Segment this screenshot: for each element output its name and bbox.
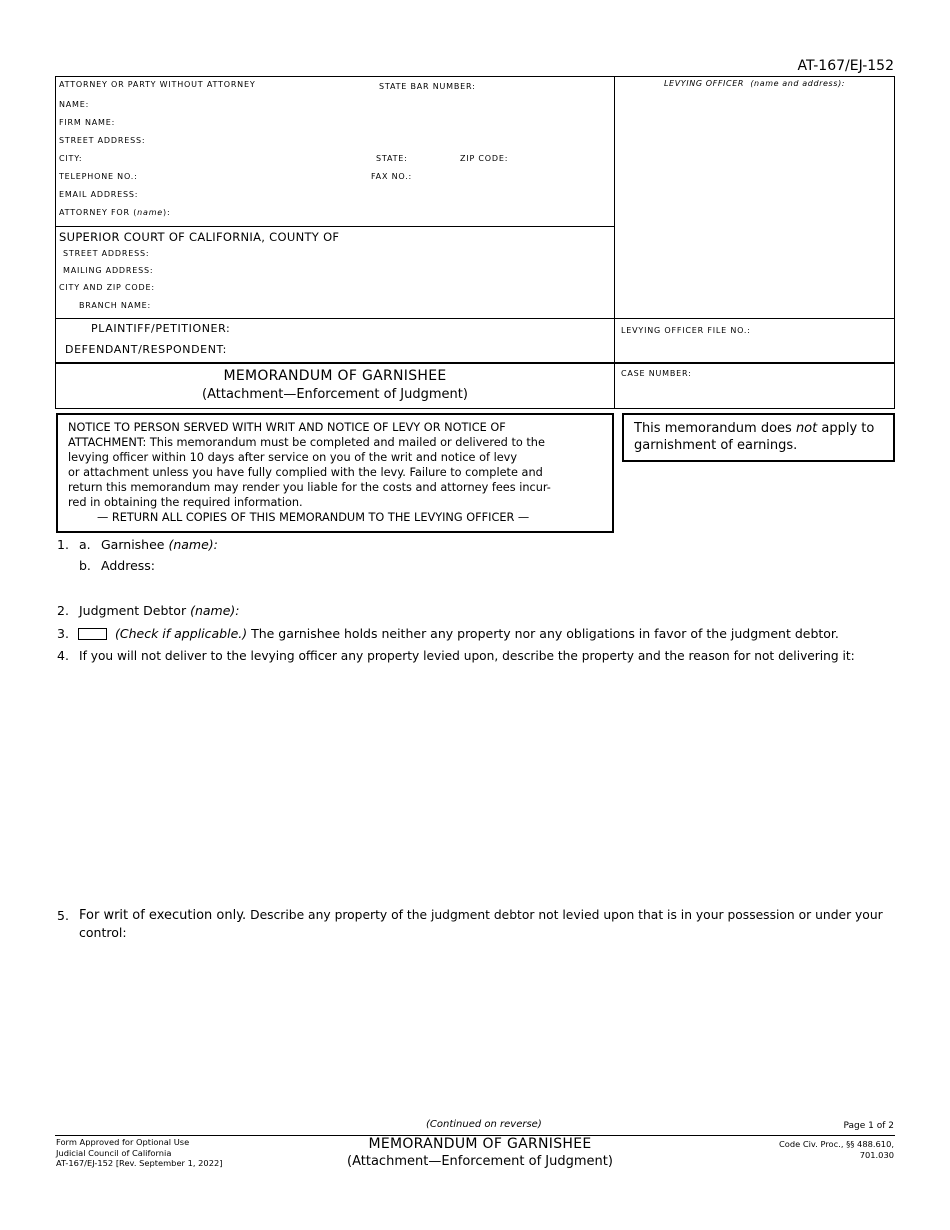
code-citation: Code Civ. Proc., §§ 488.610, 701.030 (778, 1139, 894, 1160)
item-1b-letter: b. (79, 558, 91, 573)
notice-return-line: — RETURN ALL COPIES OF THIS MEMORANDUM TO THE LEVYING OFFICER — (97, 511, 530, 524)
item-5-text: For writ of execution only. Describe any property of the judgment debtor not levied upon that is in your possession or under your (79, 908, 883, 923)
attorney-label: ATTORNEY OR PARTY WITHOUT ATTORNEY (59, 80, 256, 89)
item-2-number: 2. (57, 603, 69, 618)
telephone-label: TELEPHONE NO.: (59, 172, 138, 181)
caption-box (55, 76, 895, 363)
city-label: CITY: (59, 154, 83, 163)
item-3-number: 3. (57, 626, 69, 641)
form-approval: Form Approved for Optional Use Judicial Council of California AT-167/EJ-152 [Rev. September 1, 2022] (56, 1137, 223, 1168)
court-parties-divider (55, 318, 895, 319)
notice-line: or attachment unless you have fully complied with the levy. Failure to complete and (68, 466, 543, 479)
judgment-debtor-label: Judgment Debtor (name): (79, 603, 240, 618)
state-label: STATE: (376, 154, 408, 163)
attorney-court-divider (55, 226, 615, 227)
garnishee-name-label: Garnishee (name): (101, 537, 218, 552)
notice-text (68, 420, 608, 525)
attorney-name-label: NAME: (59, 100, 90, 109)
zip-code-label: ZIP CODE: (460, 154, 509, 163)
court-title: SUPERIOR COURT OF CALIFORNIA, COUNTY OF (59, 230, 340, 244)
notice-line: NOTICE TO PERSON SERVED WITH WRIT AND NOTICE OF LEVY OR NOTICE OF (68, 421, 506, 434)
firm-name-label: FIRM NAME: (59, 118, 116, 127)
fax-label: FAX NO.: (371, 172, 412, 181)
form-subtitle: (Attachment—Enforcement of Judgment) (202, 387, 468, 402)
garnishee-address-label: Address: (101, 558, 155, 573)
defendant-label: DEFENDANT/RESPONDENT: (65, 343, 227, 356)
case-number-label: CASE NUMBER: (621, 369, 692, 378)
no-property-checkbox[interactable] (78, 628, 107, 640)
item-1a-letter: a. (79, 537, 91, 552)
notice-line: return this memorandum may render you liable for the costs and attorney fees incur- (68, 481, 551, 494)
item-3-text: (Check if applicable.) The garnishee holds neither any property nor any obligations in favor of the judgment debtor. (115, 626, 839, 641)
court-branch-label: BRANCH NAME: (79, 301, 152, 310)
court-mailing-label: MAILING ADDRESS: (63, 266, 154, 275)
item-4-text: If you will not deliver to the levying officer any property levied upon, describe the property and the reason for not delivering it: (79, 649, 855, 663)
levying-officer-label: LEVYING OFFICER (name and address): (664, 79, 846, 88)
notice-line: ATTACHMENT: This memorandum must be completed and mailed or delivered to the (68, 436, 545, 449)
state-bar-label: STATE BAR NUMBER: (379, 82, 476, 91)
continued-on-reverse: (Continued on reverse) (426, 1119, 542, 1130)
item-5-text-line2: control: (79, 925, 127, 940)
email-label: EMAIL ADDRESS: (59, 190, 139, 199)
court-street-label: STREET ADDRESS: (63, 249, 150, 258)
page-number: Page 1 of 2 (843, 1121, 894, 1131)
item-1-number: 1. (57, 537, 69, 552)
notice-line: red in obtaining the required information. (68, 496, 303, 509)
footer-title: MEMORANDUM OF GARNISHEE (368, 1136, 592, 1152)
item-5-response-area[interactable] (79, 944, 894, 1104)
levying-officer-file-label: LEVYING OFFICER FILE NO.: (621, 326, 751, 335)
form-title: MEMORANDUM OF GARNISHEE (223, 368, 447, 384)
form-number: AT-167/EJ-152 (797, 58, 894, 74)
plaintiff-label: PLAINTIFF/PETITIONER: (91, 322, 231, 335)
court-city-zip-label: CITY AND ZIP CODE: (59, 283, 155, 292)
earnings-note: This memorandum does not apply to garnishment of earnings. (634, 421, 875, 453)
street-address-label: STREET ADDRESS: (59, 136, 146, 145)
item-4-response-area[interactable] (79, 668, 894, 898)
footer-subtitle: (Attachment—Enforcement of Judgment) (347, 1154, 613, 1169)
attorney-for-label: ATTORNEY FOR (name): (59, 208, 171, 217)
notice-line: levying officer within 10 days after service on you of the writ and notice of levy (68, 451, 518, 464)
item-4-number: 4. (57, 648, 69, 663)
caption-divider (614, 76, 615, 363)
item-5-number: 5. (57, 908, 69, 923)
